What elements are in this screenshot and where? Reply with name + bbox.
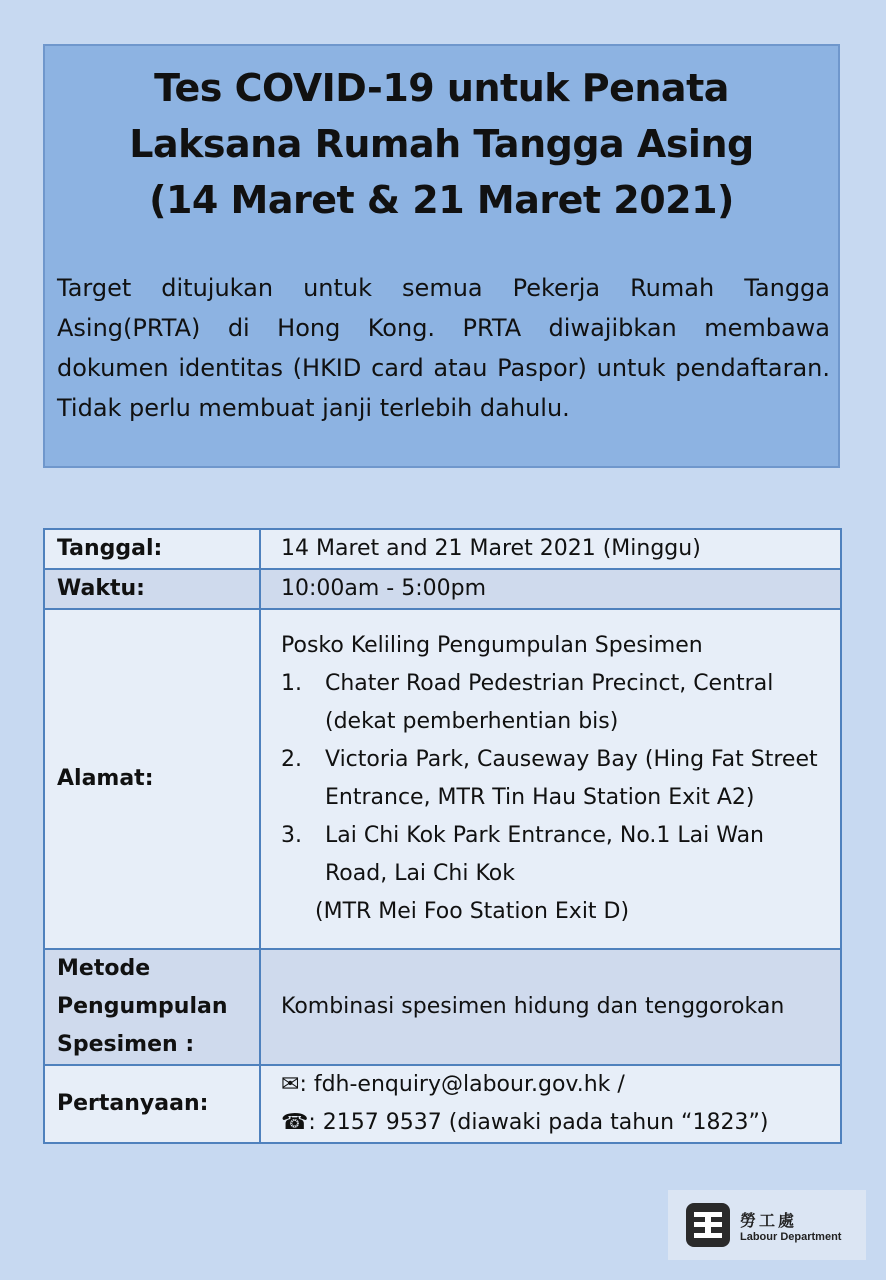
address-item-text: Lai Chi Kok Park Entrance, No.1 Lai Wan Road, Lai Chi Kok [325,823,765,886]
address-note: (MTR Mei Foo Station Exit D) [315,899,630,924]
address-list [281,665,828,893]
title-line-1: Tes COVID-19 untuk Penata [154,66,729,110]
address-value [260,609,841,949]
address-item [281,665,828,741]
time-label: Waktu: [44,569,260,609]
enquiry-value [260,1065,841,1143]
title-banner [43,44,840,468]
intro-paragraph: Target ditujukan untuk semua Pekerja Rumah Tangga Asing(PRTA) di Hong Kong. PRTA diwajibkan membawa dokumen identitas (HKID card atau Paspor) untuk pendaftaran. Tidak perlu membuat janji terlebih dahulu. [57,274,830,422]
date-value: 14 Maret and 21 Maret 2021 (Minggu) [260,529,841,569]
table-row-method [44,949,841,1065]
address-item-text: Chater Road Pedestrian Precinct, Central (dekat pemberhentian bis) [325,671,774,734]
method-label [44,949,260,1065]
table-row-time [44,569,841,609]
address-heading: Posko Keliling Pengumpulan Spesimen [281,633,703,658]
date-label: Tanggal: [44,529,260,569]
phone-line [281,1104,828,1142]
address-item-number: 3. [281,823,302,848]
title-line-3: (14 Maret & 21 Maret 2021) [149,178,734,222]
envelope-icon: ✉ [281,1072,300,1097]
table-row-address [44,609,841,949]
labour-department-logo [668,1190,866,1260]
table-row-enquiry [44,1065,841,1143]
method-label-line: Pengumpulan [57,994,228,1019]
address-item [281,817,828,893]
email-line [281,1066,828,1104]
logo-english-name: Labour Department [740,1230,842,1243]
address-item-text: Victoria Park, Causeway Bay (Hing Fat Street Entrance, MTR Tin Hau Station Exit A2) [325,747,818,810]
title-line-2: Laksana Rumah Tangga Asing [129,122,754,166]
page-title [45,60,838,228]
address-item [281,741,828,817]
email-link[interactable]: : fdh-enquiry@labour.gov.hk / [299,1072,625,1097]
enquiry-label: Pertanyaan: [44,1065,260,1143]
info-table [43,528,842,1144]
phone-icon: ☎ [281,1110,309,1135]
labour-department-emblem-icon [686,1203,730,1247]
method-label-line: Metode [57,956,151,981]
logo-chinese-name: 勞工處 [740,1210,798,1230]
logo-text [740,1208,841,1243]
table-row-date [44,529,841,569]
address-item-number: 2. [281,747,302,772]
time-value: 10:00am - 5:00pm [260,569,841,609]
address-item-number: 1. [281,671,302,696]
address-label: Alamat: [44,609,260,949]
method-label-line: Spesimen : [57,1032,195,1057]
phone-number: : 2157 9537 (diawaki pada tahun “1823”) [308,1110,769,1135]
method-value: Kombinasi spesimen hidung dan tenggorokan [260,949,841,1065]
